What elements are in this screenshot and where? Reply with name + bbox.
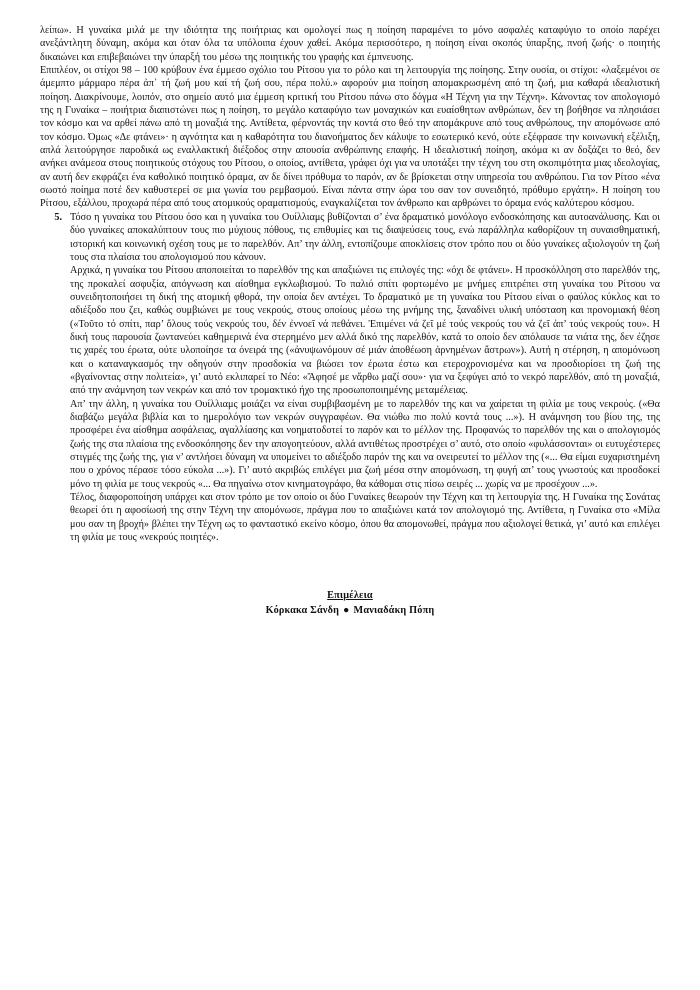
- footer-title: Επιμέλεια: [327, 590, 373, 602]
- footer-name-second: Μανιαδάκη Πόπη: [353, 605, 435, 617]
- footer-names: [40, 603, 660, 618]
- numbered-list-item: [40, 211, 660, 545]
- continued-text-block: [40, 24, 660, 211]
- paragraph: Τέλος, διαφοροποίηση υπάρχει και στον τρόπο με τον οποίο οι δύο Γυναίκες θεωρούν την Τέχνη και τη λειτουργία της. Η Γυναίκα της Σονάτας θεωρεί ότι η αφοσίωσή της στην Τέχνη την απομόνωσε, πράγμα που το απαξιώνει κατά τον απολογισμό της. Αντίθετα, η Γυναίκα στο «Μίλα μου σαν τη βροχή» βλέπει την Τέχνη ως το φανταστικό εκείνο κόσμο, όπου θα απομονωθεί, πράγμα που αξιολογεί θετικά, γι’ αυτό και επιλέγει τη φιλία με τους «νεκρούς ποιητές».: [70, 492, 660, 544]
- paragraph: Τόσο η γυναίκα του Ρίτσου όσο και η γυναίκα του Ουίλλιαμς βυθίζονται σ’ ένα δραματικό μονόλογο ενδοσκόπησης και αυτοανάλυσης. Και οι δύο γυναίκες αποκαλύπτουν τους πιο μύχιους πόθους, τις επιθυμίες και τις διαψεύσεις τους, ενώ παράλληλα καθορίζουν τη συναισθηματική, ιστορική και κοινωνική σχέση τους με το παρελθόν. Απ’ την άλλη, εντοπίζουμε αποκλίσεις στον τρόπο που οι δύο γυναίκες αξιολογούν τη ζωή τους στα πλαίσια του απολογισμού που κάνουν.: [70, 211, 660, 263]
- paragraph: Απ’ την άλλη, η γυναίκα του Ουίλλιαμς μοιάζει να είναι συμβιβασμένη με το παρελθόν της και να χαίρεται τη φιλία με τους νεκρούς. («Θα διαβάζω μεγάλα βιβλία και το ημερολόγιο των νεκρών συγγραφέων. Θα νιώθω πιο πολύ κοντά τους ...»). Η ανάμνηση του βίου της, της προσφέρει ένα αίσθημα ασφάλειας, αγαλλίασης και νοηματοδοτεί το παρόν και το μέλλον της. Προφανώς το παρελθόν της και ο απολογισμός ζωής της στα πλαίσια της ενδοσκόπησης δεν την απογοητεύουν, αλλά αντιθέτως προστρέχει σ’ αυτό, στο οποίο «φυλάσσονται» οι ευτυχέστερες στιγμές της ζωής της, για ν’ αντλήσει δύναμη να υπομείνει το αδιέξοδο παρόν της και να ονειρευτεί το μέλλον της («... Θα είμαι ευχαριστημένη που ο χρόνος πέρασε τόσο εύκολα ...»). Γι’ αυτό ακριβώς επιλέγει μια ζωή μέσα στην απομόνωση, τη φυγή απ’ τους γνωστούς και προσδοκεί μόνο τη φιλία με τους νεκρούς «... Θα πηγαίνω στον κινηματογράφο, θα κάθομαι στις πίσω σειρές ... χωρίς να με προσέχουν ...».: [70, 398, 660, 490]
- paragraph: λείπω». Η γυναίκα μιλά με την ιδιότητα της ποιήτριας και ομολογεί πως η ποίηση παραμένει το μόνο ασφαλές καταφύγιο το οποίο παρέχει ανεξάντλητη δύναμη, ακόμα και όταν όλα τα υπόλοιπα έχουν χαθεί. Ακόμα περισσότερο, η ποίηση είναι σκοπός ύπαρξης, πνοή ζωής· ο ποιητής δικαιώνει και επιβεβαιώνει την ύπαρξή του μέσω της ποιητικής του γραφής και έμπνευσης.: [40, 25, 660, 63]
- document-body: [40, 24, 660, 618]
- document-footer: [40, 588, 660, 618]
- paragraph: Επιπλέον, οι στίχοι 98 – 100 κρύβουν ένα έμμεσο σχόλιο του Ρίτσου για το ρόλο και τη λειτουργία της ποίησης. Στην ουσία, οι στίχοι: «λαξεμένοι σε άμεμπτο μάρμαρο πέρα ἀπ᾿ τή ζωή μου καί τή ζωή σου, πέρα πολύ.» αφορούν μια ποίηση απομακρωσμένη από τη ζωή, μια καθαρά ιδεαλιστική ποίηση. Διακρίνουμε, λοιπόν, στο σημείο αυτό μια έμμεση κριτική του Ρίτσου πάνω στο δόγμα «Η Τέχνη για την Τέχνη». Κάνοντας τον απολογισμό της η Γυναίκα – ποιήτρια διαπιστώνει πως η ποίηση, το μεγάλο καταφύγιο των μοναχικών και ευαίσθητων ανθρώπων, δεν τη βοήθησε να πλησιάσει τον κόσμο και να αρθεί πάνω από τη μοναξιά της. Αντίθετα, φέρνοντάς την κοντά στο θεό την απομάκρυνε από τους ανθρώπους, την απομόνωσε από τον κόσμο. Όμως «Δε φτάνει»· η αγνότητα και η καθαρότητα του διανοήματος δεν κάλυψε το εσωτερικό κενό, ούτε εξέφρασε την κοινωνική εξέλιξη, απλά λειτούργησε παροδικά ως εναλλακτική διέξοδος στην απουσία ανθρώπινης επαφής. Η ιδεαλιστική ποίηση, ακόμα κι αν δοξάζει το θεό, δεν ανήκει ανάμεσα στους ποιητικούς στόχους του Ρίτσου, ο οποίος, αντίθετα, γράφει όχι για να υποτάξει την τέχνη του στη σκοπιμότητα μιας ιδεολογίας, αν αυτή δεν εκφράζει ένα καθολικό ποιητικό όραμα, αν δε δίνει πρόθυμα το παρόν, αν δε βρίσκεται στην υπηρεσία του ανθρώπου. Για τον Ρίτσο «ένα σωστό ποίημα ποτέ δεν καθυστερεί σε μια γωνία του ρεμβασμού. Είναι πάντα στην ώρα του σαν τον συνειδητό, πρόθυμο εργάτη». Η ποίηση του Ρίτσου, εξάλλου, προχωρά πέρα από τους ατομικούς οραματισμούς, εναγκαλίζεται τον άνθρωπο και αρθρώνει το όραμα ενός καλύτερου κόσμου.: [40, 65, 660, 210]
- paragraph: Αρχικά, η γυναίκα του Ρίτσου αποποιείται το παρελθόν της και απαξιώνει τις επιλογές της: «όχι δε φτάνει». Η προσκόλληση στο παρελθόν της, της προκαλεί ασφυξία, απόγνωση και αίσθημα εγκλωβισμού. Το παλιό σπίτι φορτωμένο με μνήμες επιτρέπει στη γυναίκα του Ρίτσου να συνειδητοποιήσει τη δική της ατομική φθορά, την οποία δεν αντέχει. Το δραματικό με τη γυναίκα του Ρίτσου είναι ο φαύλος κύκλος και το αδιέξοδο που ζει, καθώς συμβιώνει με τους νεκρούς, στους οποίους μέσω της μνήμης της, ξαναδίνει υλική υπόσταση και προνομιακή θέση («Τοῦτο τό σπίτι, παρ’ ὅλους τούς νεκρούς του, δέν ἐννοεῖ νά πεθάνει. Ἐπιμένει νά ζεῖ μέ τούς νεκρούς του νά ζεῖ ἀπ’ τούς νεκρούς του». Η δική τους παρουσία ζωντανεύει καθημερινά ένα στερημένο μεν αλλά δικό της παρελθόν, κατά το οποίο δεν απόλαυσε τα νιάτα της, δεν έζησε τις χαρές του έρωτα, ούτε υλοποίησε τα όνειρά της («ἀνυψωνόμουν σέ μιάν ἀποθέωση ἀρνημένων ἄστρων»). Αυτή η στέρηση, η απομόνωση και ο καταναγκασμός την οδηγούν στην προσδοκία να βιώσει τον έρωτα έστω και ετεροχρονισμένα και να προσδιορίσει τη ζωή της «βγαίνοντας στην πολιτεία», γι’ αυτό εκλιπαρεί το Νέο: «Ἄφησέ με νἄρθω μαζί σου»· για να ξεφύγει από το νεκρό παρελθόν, από τη μοναξιά, από την ανάμνηση των νεκρών και από τον τρομακτικό ήχο της προσωποποιημένης μεταμέλειας.: [70, 265, 660, 397]
- footer-name-first: Κόρκακα Σάνδη: [265, 605, 340, 617]
- list-item-body: [70, 211, 660, 545]
- bullet-separator-icon: ●: [343, 605, 350, 617]
- list-item-number: 5.: [54, 211, 62, 223]
